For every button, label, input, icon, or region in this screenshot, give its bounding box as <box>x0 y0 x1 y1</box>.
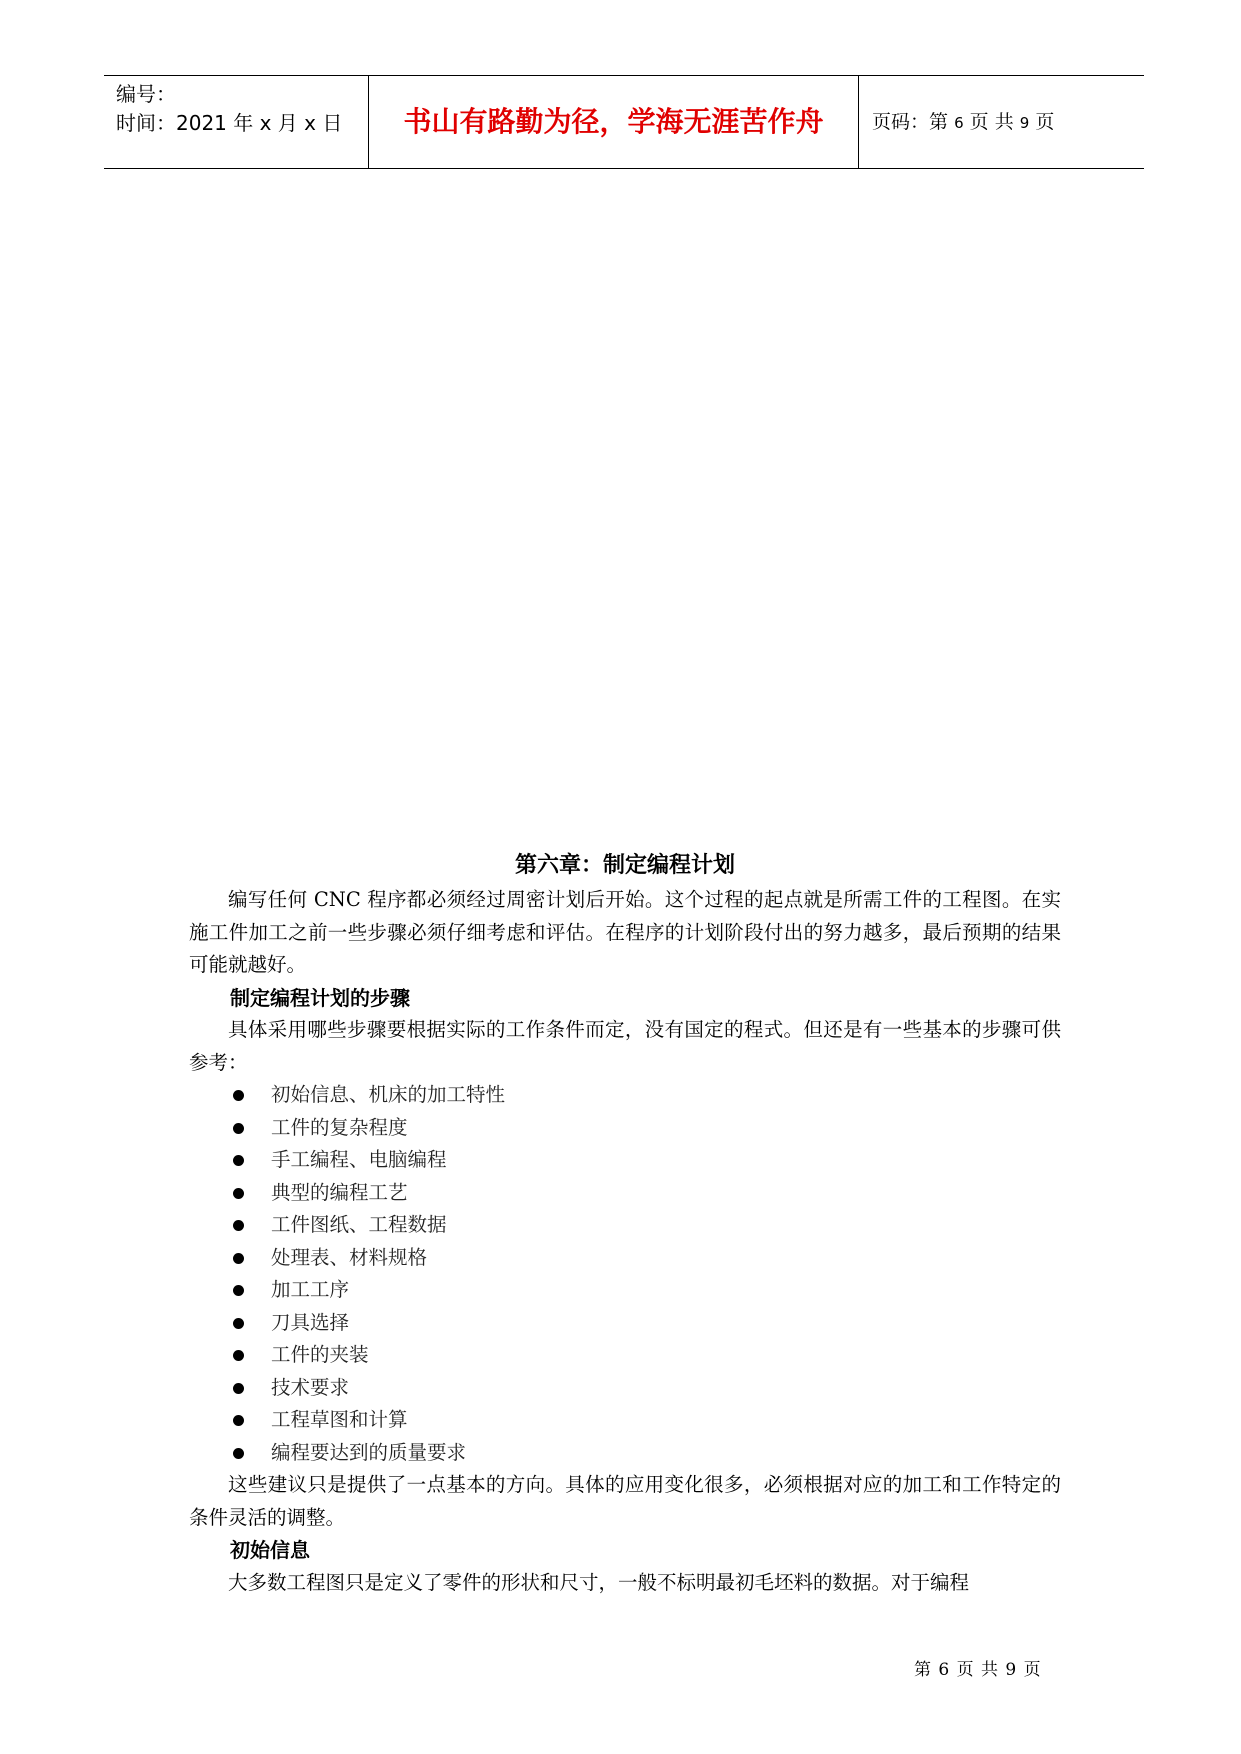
bullet-icon <box>233 1220 244 1231</box>
closing-paragraph: 这些建议只是提供了一点基本的方向。具体的应用变化很多，必须根据对应的加工和工作特定的条件灵活的调整。 <box>189 1473 1061 1529</box>
page-footer: 第 6 页 共 9 页 <box>914 1660 1042 1680</box>
header-top-rule <box>104 75 1144 76</box>
bullet-icon <box>233 1318 244 1329</box>
section-heading-initial-info: 初始信息 <box>230 1538 310 1562</box>
steps-list <box>189 1079 1061 1469</box>
bullet-icon <box>233 1415 244 1426</box>
list-item: 处理表、材料规格 <box>189 1242 1061 1275</box>
list-item: 技术要求 <box>189 1372 1061 1405</box>
header-motto: 书山有路勤为径，学海无涯苦作舟 <box>403 105 824 138</box>
time-label: 时间：2021 年 x 月 x 日 <box>116 111 343 135</box>
header-bottom-rule <box>104 168 1144 169</box>
bullet-icon <box>233 1090 244 1101</box>
bullet-icon <box>233 1285 244 1296</box>
initial-info-paragraph: 大多数工程图只是定义了零件的形状和尺寸，一般不标明最初毛坯料的数据。对于编程 <box>228 1570 970 1594</box>
page-total: 9 <box>1019 114 1030 132</box>
bullet-icon <box>233 1123 244 1134</box>
bullet-icon <box>233 1350 244 1361</box>
intro-paragraph: 编写任何 CNC 程序都必须经过周密计划后开始。这个过程的起点就是所需工件的工程图。在实施工件加工之前一些步骤必须仔细考虑和评估。在程序的计划阶段付出的努力越多，最后预期的结果可能就越好。 <box>189 888 1061 976</box>
page-current: 6 <box>954 114 964 132</box>
list-item: 工件的复杂程度 <box>189 1112 1061 1145</box>
list-item: 加工工序 <box>189 1274 1061 1307</box>
page-prefix: 页码：第 <box>872 111 949 133</box>
serial-label: 编号： <box>116 82 176 106</box>
list-item: 编程要达到的质量要求 <box>189 1437 1061 1470</box>
bullet-icon <box>233 1155 244 1166</box>
list-item: 典型的编程工艺 <box>189 1177 1061 1210</box>
list-item: 工件的夹装 <box>189 1339 1061 1372</box>
list-item: 手工编程、电脑编程 <box>189 1144 1061 1177</box>
bullet-icon <box>233 1188 244 1199</box>
bullet-icon <box>233 1448 244 1459</box>
bullet-icon <box>233 1253 244 1264</box>
header-meta <box>116 80 342 138</box>
list-item: 初始信息、机床的加工特性 <box>189 1079 1061 1112</box>
document-body <box>189 848 1061 1599</box>
list-item: 工件图纸、工程数据 <box>189 1209 1061 1242</box>
header-page-info <box>872 108 1054 137</box>
bullet-icon <box>233 1383 244 1394</box>
chapter-title: 第六章：制定编程计划 <box>514 853 735 878</box>
list-item: 工程草图和计算 <box>189 1404 1061 1437</box>
page-suffix: 页 <box>1035 111 1055 133</box>
header-divider-right <box>858 75 859 168</box>
list-item: 刀具选择 <box>189 1307 1061 1340</box>
section-heading-steps: 制定编程计划的步骤 <box>230 985 410 1010</box>
steps-paragraph: 具体采用哪些步骤要根据实际的工作条件而定，没有国定的程式。但还是有一些基本的步骤可供参考： <box>189 1018 1061 1074</box>
page-mid: 页 共 <box>969 111 1014 133</box>
